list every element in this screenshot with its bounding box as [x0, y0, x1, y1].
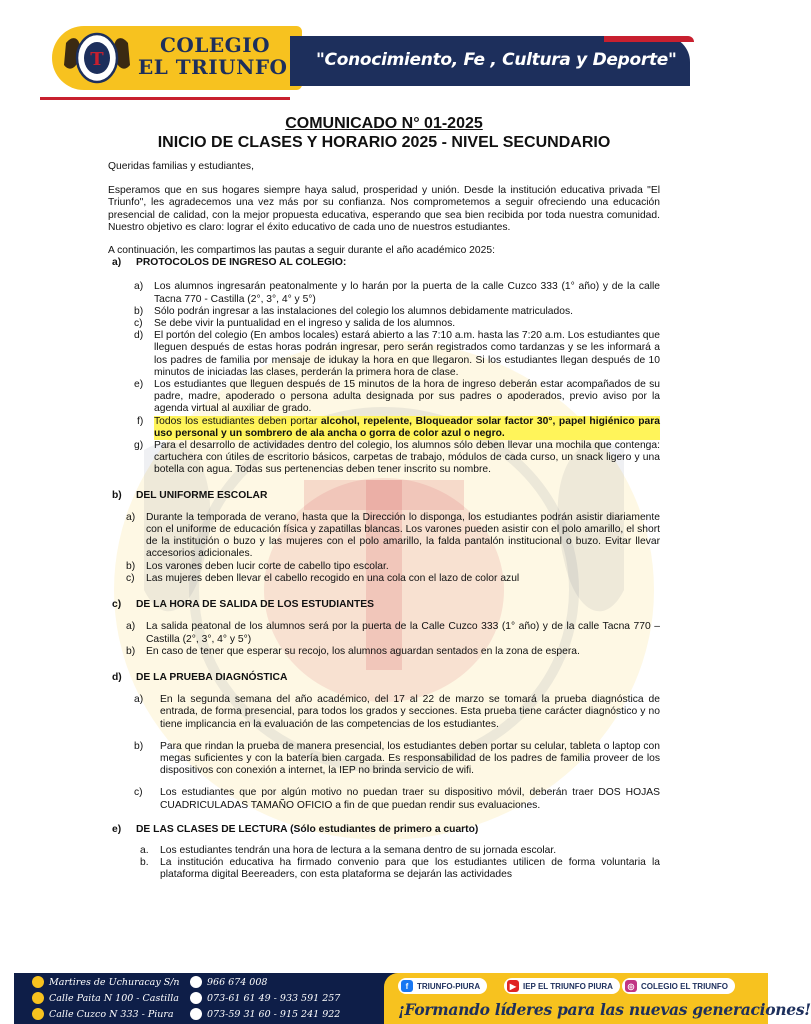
item-text: Para que rindan la prueba de manera presencial, los estudiantes deben portar su celular, tableta o laptop con megas suficientes y con la batería bien cargada. Es responsabilidad de los padres de familia proveer de los dispositivos con conexión a internet, la IEP no brinda servicio de wifi.	[160, 740, 660, 777]
communique-body	[108, 114, 660, 882]
youtube-link[interactable]	[504, 978, 620, 994]
item-text: Durante la temporada de verano, hasta que la Dirección lo disponga, los estudiantes podrán asistir diariamente con el uniforme de educación física y zapatillas blancas. Los varones pueden asistir con el polo amarillo, el short de la institución o buzo y las mujeres con el polo amarillo, la falda pantalón institucional o buzo. Evitar llevar accesorios adicionales.	[146, 511, 660, 560]
phone-icon	[190, 992, 202, 1004]
youtube-icon: ▶	[507, 980, 519, 992]
school-name-line2: EL TRIUNFO	[138, 55, 288, 79]
page-header	[0, 0, 768, 100]
social-label: TRIUNFO-PIURA	[417, 981, 481, 991]
item-letter: c)	[134, 787, 143, 799]
list-item	[134, 440, 660, 477]
item-letter: e)	[134, 379, 144, 391]
footer-address	[32, 976, 180, 988]
footer-phone	[190, 976, 267, 988]
item-text: Para el desarrollo de actividades dentro del colegio, los alumnos sólo deben llevar una mochila que contenga: cartuchera con útiles de escritorio básicos, carpetas de trabajo, módulos de cada curso, un snack ligero y una botella con agua. Todas sus pertenencias deben tener inscrito su nombre.	[154, 440, 660, 476]
section-title: DEL UNIFORME ESCOLAR	[136, 489, 268, 501]
greeting: Queridas familias y estudiantes,	[108, 161, 254, 172]
item-text: Sólo podrán ingresar a las instalaciones del colegio los alumnos debidamente matriculados.	[154, 305, 573, 317]
school-crest-logo	[60, 29, 134, 87]
section-title: DE LAS CLASES DE LECTURA (Sólo estudiantes de primero a cuarto)	[136, 823, 479, 835]
list-item	[134, 281, 660, 305]
footer-address	[32, 992, 179, 1004]
section-heading	[112, 490, 660, 502]
item-text: La salida peatonal de los alumnos será por la puerta de la Calle Cuzco 333 (1° año) y de la calle Tacna 770 – Castilla (2°, 3°, 4° y 5°)	[146, 621, 660, 645]
list-item	[134, 787, 660, 811]
item-letter: a)	[126, 511, 136, 523]
section-letter: e)	[112, 823, 122, 835]
list-item	[140, 857, 660, 881]
item-text-bold: alcohol, repelente, Bloqueador solar factor 30°, papel higiénico para uso personal y un sombrero de ala ancha o gorra de color azul o negro.	[154, 415, 660, 439]
footer-phone	[190, 992, 340, 1004]
item-letter: a.	[140, 844, 149, 856]
location-pin-icon	[32, 992, 44, 1004]
item-text: La institución educativa ha firmado convenio para que los estudiantes utilicen de forma voluntaria la plataforma digital Beereaders, con esta plataforma se dejarán las actividades	[160, 857, 660, 881]
section-title: DE LA HORA DE SALIDA DE LOS ESTUDIANTES	[136, 599, 374, 611]
facebook-link[interactable]	[398, 978, 487, 994]
school-name-line1: COLEGIO	[160, 33, 271, 57]
item-text: Los varones deben lucir corte de cabello tipo escolar.	[146, 560, 389, 572]
header-red-accent	[604, 36, 694, 42]
footer-slogan: ¡Formando líderes para las nuevas generaciones!	[398, 1000, 811, 1019]
social-label: IEP EL TRIUNFO PIURA	[523, 981, 613, 991]
list-item-highlighted	[134, 416, 660, 440]
list-item	[134, 694, 660, 731]
svg-text:T: T	[90, 49, 104, 70]
school-name	[138, 34, 287, 78]
item-text: Los alumnos ingresarán peatonalmente y lo harán por la puerta de la calle Cuzco 333 (1° año) y de la calle Tacna 770 - Castilla (2°, 3°, 4° y 5°)	[154, 281, 660, 305]
lead-paragraph: A continuación, les compartimos las pautas a seguir durante el año académico 2025:	[108, 245, 495, 257]
phone-icon	[190, 1008, 202, 1020]
section-list	[126, 621, 660, 658]
item-letter: c)	[134, 318, 143, 330]
item-text: Las mujeres deben llevar el cabello recogido en una cola con el lazo de color azul	[146, 572, 520, 584]
section-list	[140, 845, 660, 882]
item-letter: b)	[126, 645, 136, 657]
item-text: El portón del colegio (En ambos locales) estará abierto a las 7:10 a.m. hasta las 7:20 a.m. Los estudiantes que lleguen después de estas horas podrán ingresar, pero serán registrados como tardanzas y se les informará a los padres de familia por mensaje de idukay la hora en que llegaron. Si los estudiantes llegan después de 10 minutos de iniciadas las clases, perderán la primera hora de clase.	[154, 330, 660, 378]
item-letter: b.	[140, 857, 149, 869]
item-letter: g)	[134, 440, 144, 452]
phone-text: 073-59 31 60 - 915 241 922	[207, 1008, 341, 1020]
instagram-link[interactable]	[622, 978, 735, 994]
item-letter: a)	[134, 281, 144, 293]
section-heading	[112, 599, 660, 611]
item-text: Los estudiantes que lleguen después de 15 minutos de la hora de ingreso deberán estar acompañados de su padre, madre, apoderado o persona adulta designada por sus padres o apoderados, previo aviso por la agenda virtual al auxiliar de grado.	[154, 379, 660, 415]
location-pin-icon	[32, 976, 44, 988]
item-letter: a)	[134, 694, 144, 706]
list-item	[126, 621, 660, 645]
location-pin-icon	[32, 1008, 44, 1020]
social-label: COLEGIO EL TRIUNFO	[641, 981, 728, 991]
header-red-line	[40, 97, 290, 100]
section-letter: a)	[112, 257, 122, 269]
footer-address	[32, 1008, 174, 1020]
section-letter: c)	[112, 599, 122, 611]
item-text: En la segunda semana del año académico, del 17 al 22 de marzo se tomará la prueba diagnóstica de entrada, de forma presencial, para todos los grados y secciones. Esta prueba tiene carácter diagnóstico y no tiene implicancia en la evaluación de las competencias de los estudiantes.	[160, 694, 660, 730]
item-text: Se debe vivir la puntualidad en el ingreso y salida de los alumnos.	[154, 318, 456, 330]
address-text: Martires de Uchuracay S/n	[49, 976, 180, 988]
list-item	[134, 379, 660, 416]
document-title: COMUNICADO N° 01-2025	[285, 115, 483, 132]
item-letter: a)	[126, 621, 136, 633]
section-title: PROTOCOLOS DE INGRESO AL COLEGIO:	[136, 257, 347, 269]
section-list	[126, 512, 660, 585]
phone-text: 966 674 008	[207, 976, 268, 988]
list-item	[134, 330, 660, 379]
section-heading	[112, 672, 660, 684]
list-item	[126, 646, 660, 658]
item-letter: b)	[134, 740, 144, 752]
intro-paragraph: Esperamos que en sus hogares siempre haya salud, prosperidad y unión. Desde la institución educativa privada "El Triunfo", les agradecemos una vez más por su confianza. Nos comprometemos a seguir ofreciendo una educación presencial de calidad, con la mejor propuesta educativa, esperando que sea bien recibida por toda nuestra comunidad. Nuestro objetivo es claro: lograr el éxito educativo de cada uno de nuestros estudiantes.	[108, 185, 660, 233]
instagram-icon: ◎	[625, 980, 637, 992]
section-letter: b)	[112, 489, 122, 501]
section-heading	[112, 824, 660, 836]
item-letter: f)	[137, 415, 144, 427]
list-item	[140, 845, 660, 857]
address-text: Calle Paita N 100 - Castilla	[49, 992, 179, 1004]
item-text: Los estudiantes que por algún motivo no puedan traer su dispositivo móvil, deberán traer DOS HOJAS CUADRICULADAS TAMAÑO OFICIO a fin de que puedan rendir sus evaluaciones.	[160, 787, 660, 811]
item-text: Todos los estudiantes deben portar	[154, 415, 321, 427]
footer-phone	[190, 1008, 340, 1020]
section-heading	[112, 257, 660, 269]
section-letter: d)	[112, 671, 122, 683]
item-letter: d)	[134, 330, 144, 342]
list-item	[126, 573, 660, 585]
section-title: DE LA PRUEBA DIAGNÓSTICA	[136, 671, 288, 683]
facebook-icon: f	[401, 980, 413, 992]
list-item	[134, 741, 660, 778]
list-item	[126, 512, 660, 561]
item-text: Los estudiantes tendrán una hora de lectura a la semana dentro de su jornada escolar.	[160, 844, 557, 856]
school-motto: "Conocimiento, Fe , Cultura y Deporte"	[316, 50, 677, 70]
item-letter: c)	[126, 572, 135, 584]
list-item	[134, 306, 660, 318]
item-letter: b)	[134, 305, 144, 317]
phone-text: 073-61 61 49 - 933 591 257	[207, 992, 341, 1004]
document-subtitle: INICIO DE CLASES Y HORARIO 2025 - NIVEL SECUNDARIO	[157, 134, 611, 151]
item-letter: b)	[126, 560, 136, 572]
item-text: En caso de tener que esperar su recojo, los alumnos aguardan sentados en la zona de espera.	[146, 645, 580, 657]
list-item	[134, 318, 660, 330]
address-text: Calle Cuzco N 333 - Piura	[49, 1008, 174, 1020]
phone-icon	[190, 976, 202, 988]
list-item	[126, 561, 660, 573]
section-list	[134, 694, 660, 812]
section-list	[134, 281, 660, 476]
page-footer	[14, 973, 811, 1024]
